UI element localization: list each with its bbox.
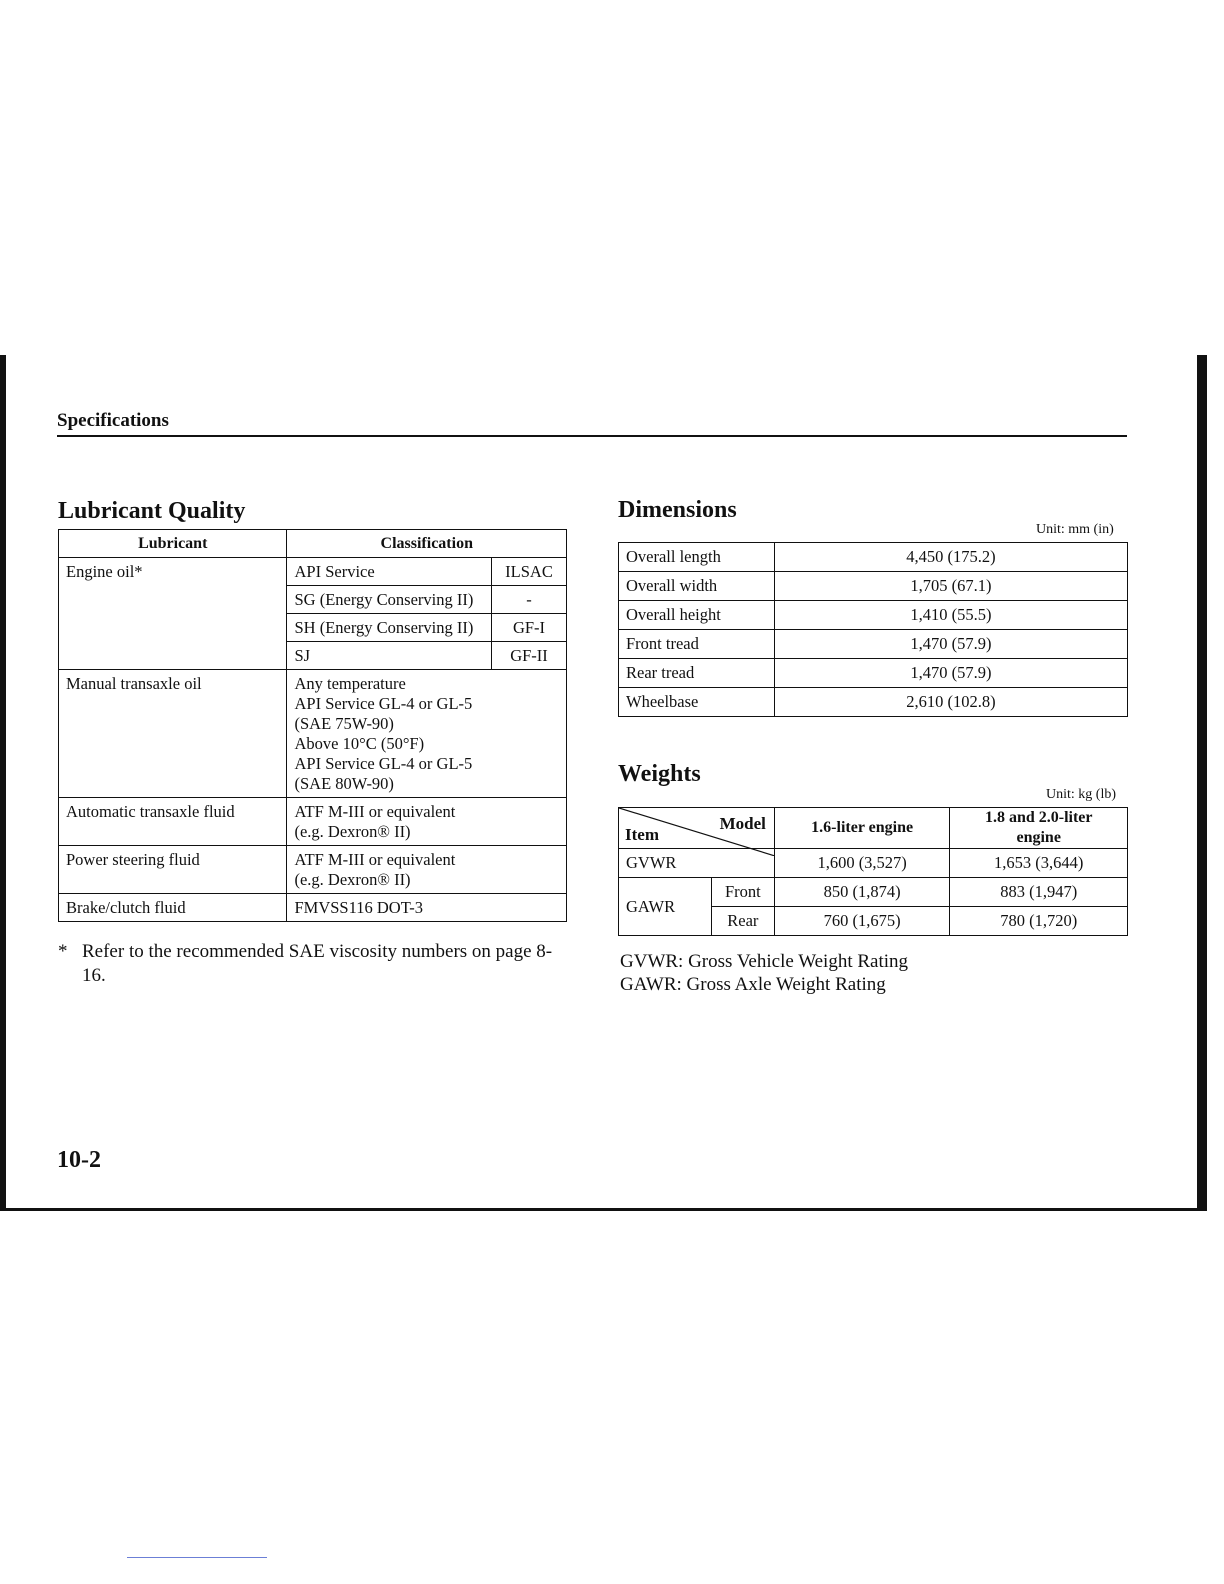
table-row	[619, 601, 1128, 630]
power-steering-label: Power steering fluid	[59, 846, 287, 894]
spec-line: (e.g. Dexron® II)	[294, 870, 411, 889]
col-header-line: engine	[1016, 829, 1061, 846]
engine-oil-ilsac: GF-I	[492, 614, 567, 642]
legend-gvwr: GVWR: Gross Vehicle Weight Rating	[620, 951, 909, 972]
table-row	[59, 894, 567, 922]
weights-title: Weights	[618, 761, 701, 787]
lubricant-title: Lubricant Quality	[58, 498, 246, 524]
automatic-transaxle-spec	[287, 798, 567, 846]
spec-line: (e.g. Dexron® II)	[294, 822, 411, 841]
brake-fluid-spec: FMVSS116 DOT-3	[287, 894, 567, 922]
legend-gawr: GAWR: Gross Axle Weight Rating	[620, 974, 886, 995]
col-header-classification: Classification	[287, 530, 567, 558]
gawr-rear-16: 760 (1,675)	[774, 907, 950, 936]
section-header: Specifications	[57, 410, 169, 431]
engine-oil-ilsac: GF-II	[492, 642, 567, 670]
weights-table	[618, 807, 1128, 936]
spec-line: API Service GL-4 or GL-5	[294, 694, 473, 713]
power-steering-spec	[287, 846, 567, 894]
footnote-mark: *	[58, 941, 68, 962]
table-row	[619, 543, 1128, 572]
spec-line: Any temperature	[294, 674, 406, 693]
header-rule	[57, 435, 1127, 437]
gvwr-label: GVWR	[619, 849, 775, 878]
col-header-18-engine	[950, 808, 1128, 849]
dimensions-unit: Unit: mm (in)	[1036, 522, 1114, 537]
table-row	[619, 630, 1128, 659]
header-model: Model	[719, 814, 766, 833]
gawr-front-18: 883 (1,947)	[950, 878, 1128, 907]
dimension-value: 2,610 (102.8)	[774, 688, 1127, 717]
lubricant-table	[58, 529, 567, 922]
spec-line: API Service GL-4 or GL-5	[294, 754, 473, 773]
col-header-lubricant: Lubricant	[59, 530, 287, 558]
engine-oil-api: SG (Energy Conserving II)	[287, 586, 492, 614]
header-item: Item	[625, 825, 659, 844]
dimension-label: Front tread	[619, 630, 775, 659]
brake-fluid-label: Brake/clutch fluid	[59, 894, 287, 922]
dimension-label: Overall width	[619, 572, 775, 601]
table-row	[59, 530, 567, 558]
table-row	[59, 558, 567, 586]
dimensions-title: Dimensions	[618, 497, 737, 523]
dimension-label: Wheelbase	[619, 688, 775, 717]
table-row	[619, 688, 1128, 717]
model-item-header	[619, 808, 775, 849]
spec-line: (SAE 75W-90)	[294, 714, 394, 733]
gawr-front-16: 850 (1,874)	[774, 878, 950, 907]
spec-line: (SAE 80W-90)	[294, 774, 394, 793]
dimension-label: Overall height	[619, 601, 775, 630]
gawr-rear-label: Rear	[711, 907, 774, 936]
col-header-line: 1.8 and 2.0-liter	[984, 809, 1093, 826]
right-page-edge	[1197, 355, 1207, 1210]
bottom-rule	[0, 1208, 1207, 1211]
weights-unit: Unit: kg (lb)	[1046, 787, 1116, 802]
gawr-rear-18: 780 (1,720)	[950, 907, 1128, 936]
table-row	[59, 798, 567, 846]
table-row	[619, 808, 1128, 849]
gvwr-16: 1,600 (3,527)	[774, 849, 950, 878]
left-page-edge	[0, 355, 6, 1210]
gvwr-18: 1,653 (3,644)	[950, 849, 1128, 878]
spec-line: ATF M-III or equivalent	[294, 802, 456, 821]
table-row	[619, 572, 1128, 601]
engine-oil-api: API Service	[287, 558, 492, 586]
table-row	[59, 846, 567, 894]
dimension-label: Rear tread	[619, 659, 775, 688]
automatic-transaxle-label: Automatic transaxle fluid	[59, 798, 287, 846]
footnote-text: Refer to the recommended SAE viscosity numbers on page 8-16.	[82, 941, 553, 986]
dimension-value: 1,410 (55.5)	[774, 601, 1127, 630]
dimensions-table	[618, 542, 1128, 717]
table-row	[619, 659, 1128, 688]
table-row	[59, 670, 567, 798]
dimension-value: 4,450 (175.2)	[774, 543, 1127, 572]
engine-oil-api: SJ	[287, 642, 492, 670]
engine-oil-api: SH (Energy Conserving II)	[287, 614, 492, 642]
manual-transaxle-label: Manual transaxle oil	[59, 670, 287, 798]
spec-line: Above 10°C (50°F)	[294, 734, 425, 753]
engine-oil-ilsac: ILSAC	[492, 558, 567, 586]
link-underline	[127, 1557, 267, 1558]
spec-line: ATF M-III or equivalent	[294, 850, 456, 869]
dimension-value: 1,470 (57.9)	[774, 659, 1127, 688]
gawr-front-label: Front	[711, 878, 774, 907]
gawr-label: GAWR	[619, 878, 712, 936]
dimension-value: 1,470 (57.9)	[774, 630, 1127, 659]
col-header-16-engine: 1.6-liter engine	[774, 808, 950, 849]
page-number: 10-2	[57, 1147, 101, 1173]
dimension-value: 1,705 (67.1)	[774, 572, 1127, 601]
manual-transaxle-spec	[287, 670, 567, 798]
dimension-label: Overall length	[619, 543, 775, 572]
engine-oil-label: Engine oil*	[59, 558, 287, 670]
table-row	[619, 878, 1128, 907]
engine-oil-ilsac: -	[492, 586, 567, 614]
